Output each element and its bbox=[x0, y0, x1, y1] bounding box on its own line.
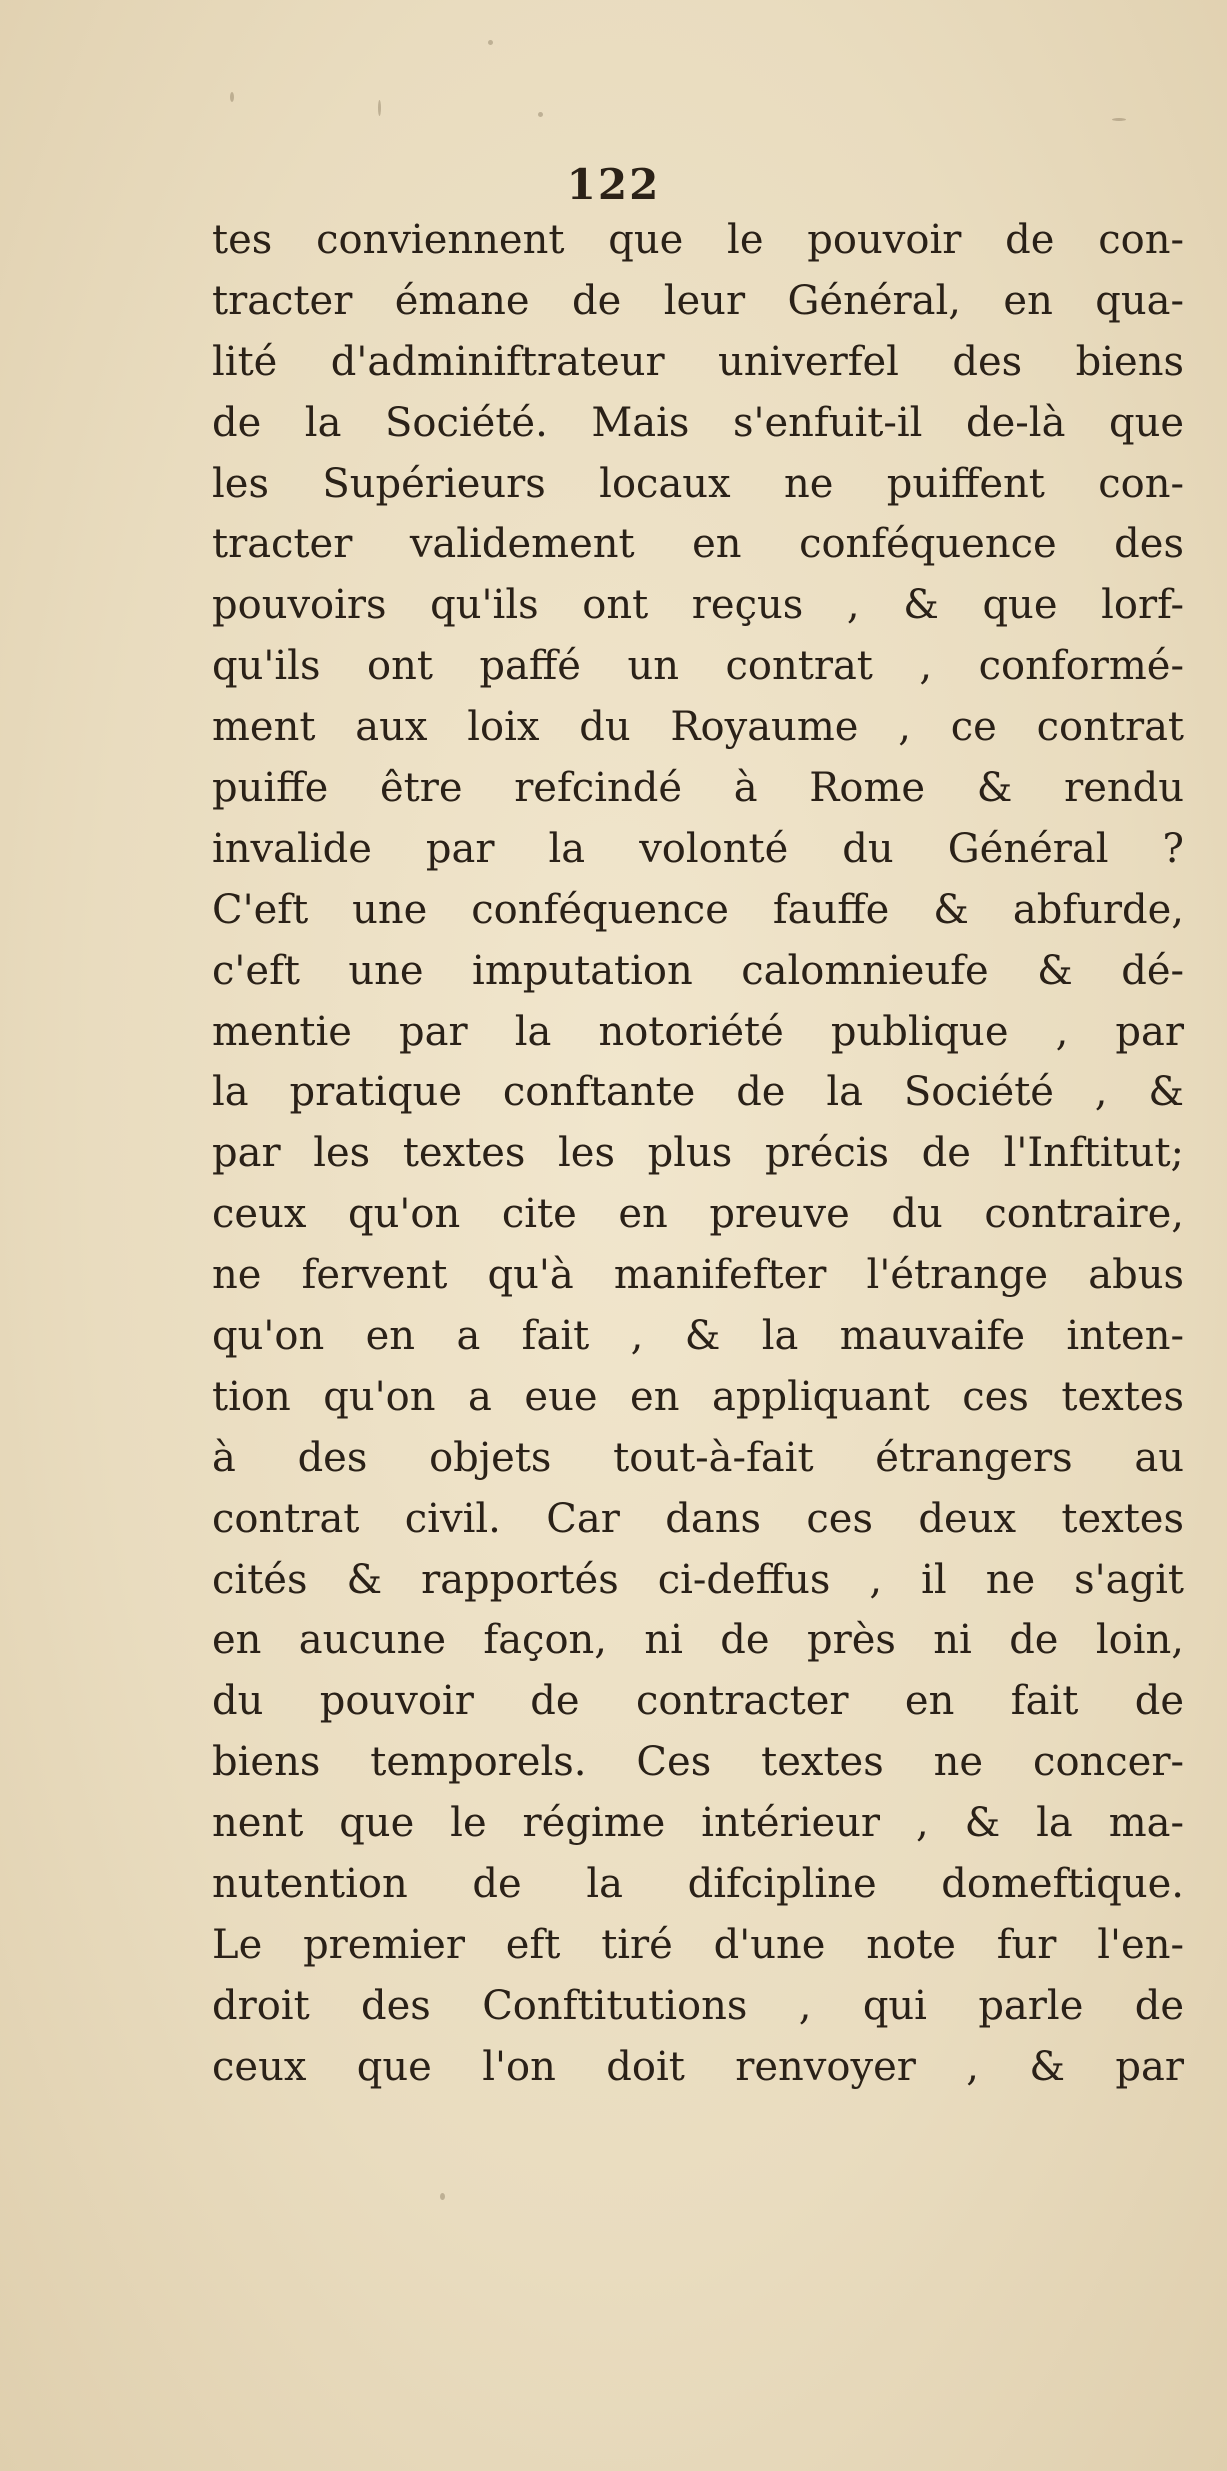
text-line: Le premier eft tiré d'une note fur l'en- bbox=[212, 1921, 1184, 1968]
text-line: à des objets tout-à-fait étrangers au bbox=[212, 1434, 1184, 1481]
text-line: la pratique conftante de la Société , & bbox=[212, 1069, 1184, 1116]
ink-speck bbox=[230, 92, 234, 102]
text-line: pouvoirs qu'ils ont reçus , & que lorf- bbox=[212, 582, 1184, 629]
ink-speck bbox=[488, 40, 493, 45]
text-line: contrat civil. Car dans ces deux textes bbox=[212, 1495, 1184, 1542]
text-line: invalide par la volonté du Général ? bbox=[212, 825, 1184, 872]
ink-speck bbox=[1112, 118, 1126, 121]
ink-speck bbox=[538, 112, 543, 117]
body-text bbox=[212, 210, 1184, 2098]
text-line: ment aux loix du Royaume , ce contrat bbox=[212, 704, 1184, 751]
page-number: 122 bbox=[566, 160, 661, 209]
text-line: du pouvoir de contracter en fait de bbox=[212, 1678, 1184, 1725]
text-line: c'eft une imputation calomnieufe & dé- bbox=[212, 947, 1184, 994]
text-line: tracter validement en conféquence des bbox=[212, 521, 1184, 568]
text-line: par les textes les plus précis de l'Inftitut; bbox=[212, 1130, 1184, 1177]
text-line: biens temporels. Ces textes ne concer- bbox=[212, 1739, 1184, 1786]
text-line: droit des Conftitutions , qui parle de bbox=[212, 1982, 1184, 2029]
text-line: nutention de la difcipline domeftique. bbox=[212, 1861, 1184, 1908]
text-line: les Supérieurs locaux ne puiffent con- bbox=[212, 460, 1184, 507]
text-line: ceux qu'on cite en preuve du contraire, bbox=[212, 1191, 1184, 1238]
text-line: puiffe être refcindé à Rome & rendu bbox=[212, 765, 1184, 812]
text-line: de la Société. Mais s'enfuit-il de-là que bbox=[212, 399, 1184, 446]
text-line: qu'ils ont paffé un contrat , conformé- bbox=[212, 643, 1184, 690]
text-line: C'eft une conféquence fauffe & abfurde, bbox=[212, 886, 1184, 933]
text-line: lité d'adminiftrateur univerfel des biens bbox=[212, 338, 1184, 385]
text-line: cités & rapportés ci-deffus , il ne s'agit bbox=[212, 1556, 1184, 1603]
text-line: ceux que l'on doit renvoyer , & par bbox=[212, 2043, 1184, 2090]
ink-speck bbox=[378, 100, 381, 116]
text-line: nent que le régime intérieur , & la ma- bbox=[212, 1800, 1184, 1847]
text-line: tracter émane de leur Général, en qua- bbox=[212, 277, 1184, 324]
text-line: tes conviennent que le pouvoir de con- bbox=[212, 217, 1184, 263]
text-line: mentie par la notoriété publique , par bbox=[212, 1008, 1184, 1055]
text-line: tion qu'on a eue en appliquant ces textes bbox=[212, 1373, 1184, 1420]
ink-speck bbox=[440, 2193, 445, 2200]
text-line: ne fervent qu'à manifefter l'étrange abus bbox=[212, 1252, 1184, 1299]
text-line: en aucune façon, ni de près ni de loin, bbox=[212, 1617, 1184, 1664]
text-line: qu'on en a fait , & la mauvaife inten- bbox=[212, 1313, 1184, 1360]
